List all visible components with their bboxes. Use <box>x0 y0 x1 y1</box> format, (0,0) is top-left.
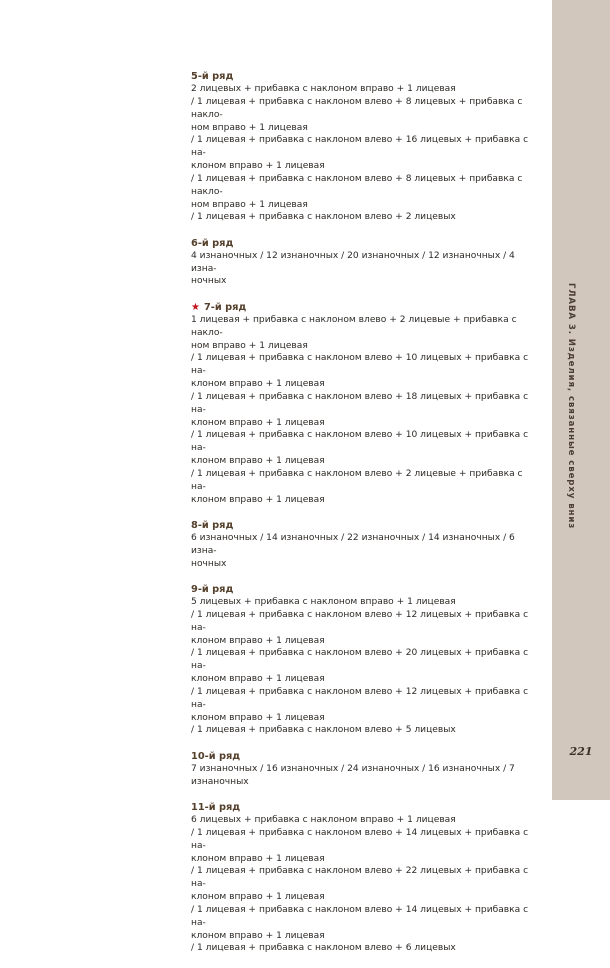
row-section <box>191 583 531 737</box>
instruction-line: / 1 лицевая + прибавка с наклоном влево + 2 лицевых <box>191 212 456 223</box>
instruction-line: / 1 лицевая + прибавка с наклоном влево + 5 лицевых <box>191 725 456 736</box>
instruction-line: 4 изнаночных / 12 изнаночных / 20 изнаночных / 12 изнаночных / 4 изна- <box>191 250 515 274</box>
row-section <box>191 237 531 289</box>
instruction-line: / 1 лицевая + прибавка с наклоном влево + 8 лицевых + прибавка с накло- <box>191 173 523 197</box>
row-heading-text: 9-й ряд <box>191 584 234 595</box>
instruction-line: / 1 лицевая + прибавка с наклоном влево + 10 лицевых + прибавка с на- <box>191 353 529 377</box>
row-section <box>191 750 531 789</box>
instruction-line: клоном вправо + 1 лицевая <box>191 892 325 903</box>
row-section <box>191 519 531 571</box>
row-heading-text: 8-й ряд <box>191 519 234 531</box>
instruction-line: ном вправо + 1 лицевая <box>191 340 308 351</box>
row-heading <box>191 583 531 596</box>
chapter-title: ГЛАВА 3. Изделия, связанные сверху вниз <box>566 283 576 530</box>
instruction-line: клоном вправо + 1 лицевая <box>191 161 325 172</box>
instruction-line: 2 лицевых + прибавка с наклоном вправо + 1 лицевая <box>191 84 456 94</box>
instruction-line: клоном вправо + 1 лицевая <box>191 853 325 864</box>
row-heading <box>191 70 531 83</box>
row-heading-text: 6-й ряд <box>191 237 234 249</box>
row-heading-text: 7-й ряд <box>203 301 247 313</box>
instruction-line: клоном вправо + 1 лицевая <box>191 417 325 428</box>
instruction-line: / 1 лицевая + прибавка с наклоном влево + 14 лицевых + прибавка с на- <box>191 904 529 928</box>
row-heading <box>191 750 531 763</box>
row-heading <box>191 301 531 314</box>
row-heading-text: 10-й ряд <box>191 750 241 762</box>
instruction-line: / 1 лицевая + прибавка с наклоном влево + 10 лицевых + прибавка с на- <box>191 430 529 454</box>
row-section <box>191 301 531 507</box>
instruction-line: / 1 лицевая + прибавка с наклоном влево + 6 лицевых <box>191 943 456 954</box>
instruction-line: 7 изнаночных / 16 изнаночных / 24 изнаночных / 16 изнаночных / 7 изнаночных <box>191 763 515 787</box>
row-heading-text: 5-й ряд <box>191 71 234 82</box>
instruction-line: клоном вправо + 1 лицевая <box>191 635 325 646</box>
instruction-line: 1 лицевая + прибавка с наклоном влево + 2 лицевые + прибавка с накло- <box>191 314 517 338</box>
instruction-line: ном вправо + 1 лицевая <box>191 122 308 133</box>
instruction-line: / 1 лицевая + прибавка с наклоном влево + 12 лицевых + прибавка с на- <box>191 686 529 710</box>
row-heading <box>191 237 531 250</box>
instruction-line: ночных <box>191 558 227 569</box>
instruction-line: / 1 лицевая + прибавка с наклоном влево + 2 лицевые + прибавка с на- <box>191 468 523 492</box>
row-section <box>191 70 531 224</box>
row-heading-text: 11-й ряд <box>191 801 241 813</box>
instruction-line: ночных <box>191 276 227 287</box>
instruction-line: / 1 лицевая + прибавка с наклоном влево + 18 лицевых + прибавка с на- <box>191 391 529 415</box>
instruction-line: клоном вправо + 1 лицевая <box>191 674 325 685</box>
row-heading <box>191 801 531 814</box>
instruction-line: клоном вправо + 1 лицевая <box>191 712 325 723</box>
instruction-line: / 1 лицевая + прибавка с наклоном влево + 22 лицевых + прибавка с на- <box>191 866 529 890</box>
instruction-line: клоном вправо + 1 лицевая <box>191 456 325 467</box>
instruction-line: 6 лицевых + прибавка с наклоном вправо + 1 лицевая <box>191 814 456 825</box>
instruction-line: / 1 лицевая + прибавка с наклоном влево + 8 лицевых + прибавка с накло- <box>191 96 523 120</box>
instruction-line: 5 лицевых + прибавка с наклоном вправо + 1 лицевая <box>191 597 456 607</box>
instruction-line: ном вправо + 1 лицевая <box>191 199 308 210</box>
chapter-sidebar <box>552 0 610 800</box>
instruction-line: / 1 лицевая + прибавка с наклоном влево + 20 лицевых + прибавка с на- <box>191 648 529 672</box>
instruction-line: / 1 лицевая + прибавка с наклоном влево + 14 лицевых + прибавка с на- <box>191 827 529 851</box>
instruction-line: клоном вправо + 1 лицевая <box>191 379 325 390</box>
star-icon: ★ <box>191 301 200 313</box>
instruction-line: / 1 лицевая + прибавка с наклоном влево + 16 лицевых + прибавка с на- <box>191 135 529 159</box>
pattern-instructions <box>191 70 531 968</box>
row-section <box>191 801 531 955</box>
instruction-line: / 1 лицевая + прибавка с наклоном влево + 12 лицевых + прибавка с на- <box>191 609 529 633</box>
instruction-line: клоном вправо + 1 лицевая <box>191 494 325 505</box>
instruction-line: 6 изнаночных / 14 изнаночных / 22 изнаночных / 14 изнаночных / 6 изна- <box>191 532 515 556</box>
page-number: 221 <box>569 745 593 758</box>
instruction-line: клоном вправо + 1 лицевая <box>191 930 325 941</box>
row-heading <box>191 519 531 532</box>
